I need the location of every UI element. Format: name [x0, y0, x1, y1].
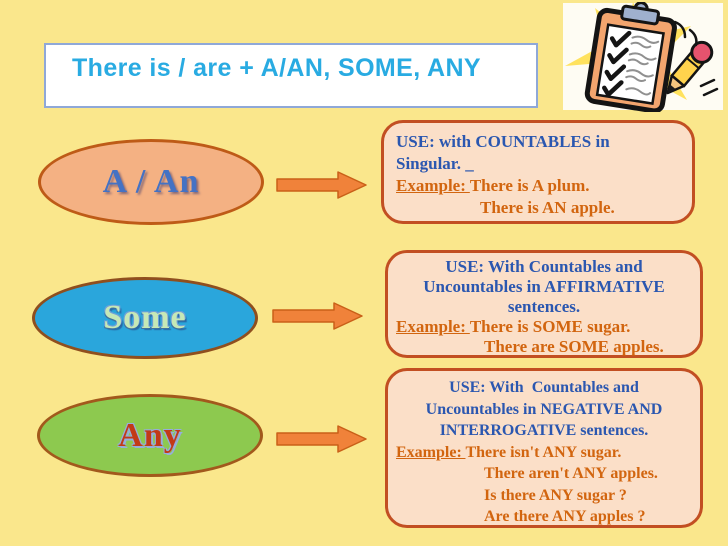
use-text: USE: With Countables and [445, 257, 643, 276]
info-box-any [385, 368, 703, 528]
info-box-a-an [381, 120, 695, 224]
example-line [384, 175, 692, 197]
right-arrow-icon [276, 170, 368, 200]
oval-some-label: Some [103, 299, 187, 336]
use-text: USE: With Countables and [449, 379, 639, 396]
right-arrow-icon [272, 301, 364, 331]
title-box [44, 43, 538, 108]
oval-a-an-label: A / An [102, 163, 200, 200]
example-text: There isn't ANY sugar. [465, 443, 622, 461]
use-text: INTERROGATIVE sentences. [439, 422, 649, 439]
example-label: Example: [396, 176, 470, 195]
example-line [388, 317, 700, 337]
page-title: There is / are + A/AN, SOME, ANY [72, 54, 481, 82]
use-text: Uncountables in AFFIRMATIVE [423, 277, 665, 296]
use-text: Singular. _ [396, 154, 474, 173]
example-label: Example: [396, 317, 470, 336]
example-line: There is AN apple. [480, 198, 615, 217]
example-label: Example: [396, 443, 466, 461]
oval-some [32, 277, 258, 359]
clipboard-pencil-clipart-icon [563, 2, 725, 112]
oval-any-label: Any [118, 416, 182, 454]
example-text: There is A plum. [469, 176, 590, 195]
example-text: There is SOME sugar. [469, 317, 631, 336]
oval-any [37, 394, 263, 477]
example-line: Is there ANY sugar ? [484, 486, 627, 504]
info-box-some [385, 250, 703, 358]
oval-a-an [38, 139, 264, 225]
use-text: USE: with COUNTABLES in [396, 132, 610, 151]
use-text: sentences. [507, 297, 581, 316]
example-line: There are SOME apples. [484, 337, 664, 356]
example-line [388, 442, 700, 464]
example-line: There aren't ANY apples. [484, 465, 658, 482]
example-line: Are there ANY apples ? [484, 508, 646, 525]
use-text: Uncountables in NEGATIVE AND [425, 400, 663, 418]
right-arrow-icon [276, 424, 368, 454]
